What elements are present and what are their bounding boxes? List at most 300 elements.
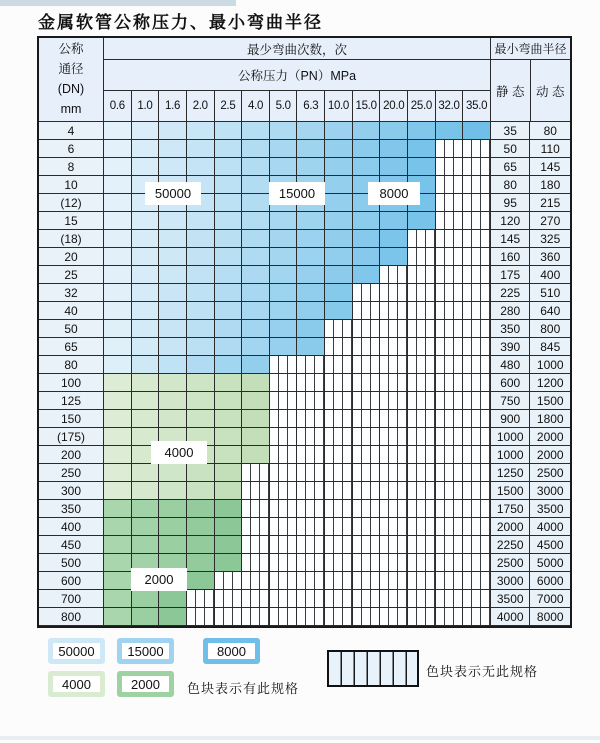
- spec-available-cell: [325, 194, 353, 212]
- no-spec-cell: [436, 266, 464, 284]
- spec-available-cell: [215, 194, 243, 212]
- no-spec-cell: [463, 194, 491, 212]
- no-spec-cell: [436, 482, 464, 500]
- no-spec-cell: [297, 572, 325, 590]
- spec-available-cell: [215, 446, 243, 464]
- spec-available-cell: [242, 158, 270, 176]
- dn-cell: 32: [39, 284, 104, 302]
- no-spec-cell: [463, 500, 491, 518]
- spec-available-cell: [187, 536, 215, 554]
- no-spec-cell: [242, 536, 270, 554]
- spec-available-cell: [353, 248, 381, 266]
- no-spec-cell: [408, 410, 436, 428]
- spec-available-cell: [215, 176, 243, 194]
- no-spec-cell: [436, 356, 464, 374]
- static-radius-cell: 3000: [491, 572, 531, 590]
- no-spec-cell: [270, 608, 298, 626]
- dn-cell: 300: [39, 482, 104, 500]
- spec-available-cell: [380, 248, 408, 266]
- static-radius-cell: 1000: [491, 428, 531, 446]
- spec-available-cell: [159, 482, 187, 500]
- spec-available-cell: [187, 140, 215, 158]
- static-radius-cell: 2500: [491, 554, 531, 572]
- dn-cell: 200: [39, 446, 104, 464]
- spec-available-cell: [242, 266, 270, 284]
- dn-cell: 150: [39, 410, 104, 428]
- pressure-col-header: 35.0: [463, 91, 491, 122]
- no-spec-cell: [325, 338, 353, 356]
- spec-available-cell: [187, 482, 215, 500]
- pressure-col-header: 0.6: [104, 91, 132, 122]
- no-spec-cell: [408, 248, 436, 266]
- no-spec-cell: [242, 572, 270, 590]
- no-spec-cell: [408, 320, 436, 338]
- no-spec-cell: [270, 572, 298, 590]
- dynamic-radius-cell: 4000: [530, 518, 570, 536]
- spec-available-cell: [408, 212, 436, 230]
- dn-cell: 10: [39, 176, 104, 194]
- no-spec-cell: [297, 518, 325, 536]
- radius-header-block: [491, 38, 570, 122]
- spec-available-cell: [132, 140, 160, 158]
- no-spec-cell: [436, 374, 464, 392]
- spec-available-cell: [159, 320, 187, 338]
- dynamic-radius-cell: 80: [530, 122, 570, 140]
- no-spec-cell: [297, 590, 325, 608]
- no-spec-cell: [353, 392, 381, 410]
- dn-header-line: 公称: [58, 42, 84, 57]
- pressure-col-header: 4.0: [242, 91, 270, 122]
- dynamic-radius-cell: 2500: [530, 464, 570, 482]
- no-spec-cell: [270, 464, 298, 482]
- spec-available-cell: [104, 446, 132, 464]
- spec-available-cell: [104, 176, 132, 194]
- table-row-dn-8: [39, 158, 570, 176]
- no-spec-cell: [215, 572, 243, 590]
- no-spec-cell: [297, 482, 325, 500]
- static-radius-cell: 160: [491, 248, 531, 266]
- spec-available-cell: [270, 248, 298, 266]
- dn-cell: (18): [39, 230, 104, 248]
- no-spec-cell: [463, 482, 491, 500]
- spec-available-cell: [215, 302, 243, 320]
- spec-available-cell: [159, 248, 187, 266]
- spec-available-cell: [270, 266, 298, 284]
- spec-available-cell: [159, 212, 187, 230]
- dynamic-radius-cell: 325: [530, 230, 570, 248]
- no-spec-cell: [436, 428, 464, 446]
- legend-has-spec-text: 色块表示有此规格: [187, 681, 300, 696]
- no-spec-cell: [353, 518, 381, 536]
- no-spec-cell: [408, 374, 436, 392]
- spec-available-cell: [132, 302, 160, 320]
- spec-available-cell: [159, 158, 187, 176]
- dynamic-radius-cell: 5000: [530, 554, 570, 572]
- spec-available-cell: [270, 302, 298, 320]
- spec-available-cell: [187, 410, 215, 428]
- spec-available-cell: [187, 500, 215, 518]
- no-spec-cell: [380, 536, 408, 554]
- spec-available-cell: [132, 392, 160, 410]
- no-spec-cell: [436, 248, 464, 266]
- table-row-dn-350: [39, 500, 570, 518]
- spec-available-cell: [325, 230, 353, 248]
- no-spec-cell: [380, 500, 408, 518]
- table-header: [39, 38, 570, 122]
- no-spec-cell: [463, 266, 491, 284]
- spec-available-cell: [242, 302, 270, 320]
- dynamic-radius-cell: 4500: [530, 536, 570, 554]
- no-spec-cell: [325, 608, 353, 626]
- static-radius-cell: 350: [491, 320, 531, 338]
- no-spec-cell: [463, 176, 491, 194]
- no-spec-cell: [187, 590, 215, 608]
- no-spec-cell: [436, 140, 464, 158]
- no-spec-cell: [408, 590, 436, 608]
- no-spec-cell: [353, 284, 381, 302]
- table-row-dn-175: [39, 428, 570, 446]
- table-row-dn-80: [39, 356, 570, 374]
- spec-available-cell: [242, 356, 270, 374]
- spec-available-cell: [104, 122, 132, 140]
- spec-available-cell: [270, 284, 298, 302]
- no-spec-cell: [463, 518, 491, 536]
- legend-no-spec-text: 色块表示无此规格: [426, 664, 539, 679]
- no-spec-cell: [436, 194, 464, 212]
- spec-available-cell: [215, 212, 243, 230]
- static-radius-cell: 900: [491, 410, 531, 428]
- no-spec-cell: [380, 374, 408, 392]
- no-spec-cell: [380, 302, 408, 320]
- spec-available-cell: [159, 410, 187, 428]
- dn-cell: 4: [39, 122, 104, 140]
- static-radius-cell: 1000: [491, 446, 531, 464]
- spec-available-cell: [215, 428, 243, 446]
- dn-header-line: (DN): [57, 81, 85, 96]
- static-radius-cell: 50: [491, 140, 531, 158]
- legend-swatch-8000: 8000: [203, 638, 260, 664]
- no-spec-cell: [436, 320, 464, 338]
- spec-available-cell: [132, 374, 160, 392]
- table-row-dn-100: [39, 374, 570, 392]
- no-spec-cell: [436, 230, 464, 248]
- spec-available-cell: [353, 230, 381, 248]
- spec-available-cell: [132, 464, 160, 482]
- dynamic-radius-cell: 6000: [530, 572, 570, 590]
- no-spec-cell: [380, 590, 408, 608]
- no-spec-cell: [463, 284, 491, 302]
- spec-available-cell: [187, 320, 215, 338]
- dn-cell: (175): [39, 428, 104, 446]
- no-spec-cell: [436, 392, 464, 410]
- header-right: [104, 38, 570, 122]
- no-spec-cell: [270, 500, 298, 518]
- no-spec-cell: [463, 536, 491, 554]
- static-radius-cell: 4000: [491, 608, 531, 626]
- no-spec-cell: [353, 464, 381, 482]
- table-row-dn-65: [39, 338, 570, 356]
- no-spec-cell: [353, 374, 381, 392]
- no-spec-cell: [408, 428, 436, 446]
- no-spec-cell: [436, 284, 464, 302]
- spec-available-cell: [215, 140, 243, 158]
- no-spec-cell: [325, 536, 353, 554]
- dynamic-radius-cell: 2000: [530, 428, 570, 446]
- spec-available-cell: [104, 590, 132, 608]
- dynamic-radius-cell: 7000: [530, 590, 570, 608]
- no-spec-cell: [463, 248, 491, 266]
- no-spec-cell: [463, 320, 491, 338]
- no-spec-cell: [380, 320, 408, 338]
- dn-cell: 450: [39, 536, 104, 554]
- no-spec-cell: [380, 482, 408, 500]
- no-spec-cell: [380, 608, 408, 626]
- spec-available-cell: [187, 122, 215, 140]
- no-spec-cell: [436, 536, 464, 554]
- no-spec-cell: [215, 590, 243, 608]
- spec-available-cell: [132, 230, 160, 248]
- dynamic-header: 动 态: [531, 60, 571, 122]
- no-spec-cell: [325, 428, 353, 446]
- spec-available-cell: [242, 374, 270, 392]
- no-spec-cell: [408, 356, 436, 374]
- no-spec-cell: [380, 572, 408, 590]
- spec-available-cell: [297, 302, 325, 320]
- spec-available-cell: [270, 140, 298, 158]
- dn-header-line: mm: [60, 101, 82, 116]
- dn-column-header: [39, 38, 104, 122]
- spec-available-cell: [408, 122, 436, 140]
- spec-available-cell: [242, 122, 270, 140]
- spec-available-cell: [132, 536, 160, 554]
- no-spec-cell: [463, 230, 491, 248]
- pressure-col-header: 32.0: [436, 91, 464, 122]
- spec-available-cell: [159, 500, 187, 518]
- no-spec-cell: [187, 608, 215, 626]
- no-spec-cell: [353, 356, 381, 374]
- spec-available-cell: [104, 554, 132, 572]
- zone-label-15000: 15000: [269, 182, 325, 205]
- no-spec-cell: [436, 446, 464, 464]
- spec-available-cell: [215, 392, 243, 410]
- static-radius-cell: 1750: [491, 500, 531, 518]
- no-spec-cell: [380, 338, 408, 356]
- spec-available-cell: [215, 284, 243, 302]
- no-spec-cell: [242, 500, 270, 518]
- no-spec-cell: [380, 428, 408, 446]
- spec-available-cell: [132, 482, 160, 500]
- no-spec-cell: [436, 500, 464, 518]
- no-spec-cell: [325, 446, 353, 464]
- table-row-dn-32: [39, 284, 570, 302]
- spec-available-cell: [187, 266, 215, 284]
- spec-available-cell: [325, 266, 353, 284]
- spec-available-cell: [104, 392, 132, 410]
- spec-available-cell: [159, 230, 187, 248]
- dn-cell: 25: [39, 266, 104, 284]
- no-spec-cell: [380, 266, 408, 284]
- no-spec-cell: [463, 608, 491, 626]
- no-spec-cell: [297, 410, 325, 428]
- no-spec-cell: [353, 338, 381, 356]
- spec-available-cell: [187, 212, 215, 230]
- spec-available-cell: [187, 302, 215, 320]
- dn-cell: 40: [39, 302, 104, 320]
- no-spec-cell: [463, 140, 491, 158]
- no-spec-cell: [270, 356, 298, 374]
- spec-available-cell: [159, 374, 187, 392]
- no-spec-cell: [297, 374, 325, 392]
- dynamic-radius-cell: 270: [530, 212, 570, 230]
- static-radius-cell: 225: [491, 284, 531, 302]
- no-spec-cell: [242, 608, 270, 626]
- spec-available-cell: [270, 230, 298, 248]
- spec-available-cell: [242, 212, 270, 230]
- spec-available-cell: [104, 482, 132, 500]
- dynamic-radius-cell: 215: [530, 194, 570, 212]
- spec-available-cell: [132, 410, 160, 428]
- static-radius-cell: 480: [491, 356, 531, 374]
- pressure-col-header: 15.0: [353, 91, 381, 122]
- no-spec-cell: [436, 572, 464, 590]
- no-spec-cell: [436, 176, 464, 194]
- spec-available-cell: [215, 248, 243, 266]
- no-spec-cell: [297, 464, 325, 482]
- no-spec-cell: [297, 392, 325, 410]
- no-spec-cell: [297, 500, 325, 518]
- spec-available-cell: [159, 140, 187, 158]
- no-spec-cell: [325, 320, 353, 338]
- spec-available-cell: [132, 518, 160, 536]
- spec-available-cell: [104, 320, 132, 338]
- spec-available-cell: [297, 212, 325, 230]
- spec-available-cell: [132, 212, 160, 230]
- dynamic-radius-cell: 1800: [530, 410, 570, 428]
- spec-available-cell: [187, 158, 215, 176]
- spec-available-cell: [215, 266, 243, 284]
- spec-available-cell: [325, 140, 353, 158]
- legend-no-spec-swatch: [327, 650, 419, 687]
- spec-available-cell: [242, 140, 270, 158]
- spec-available-cell: [353, 266, 381, 284]
- spec-available-cell: [132, 266, 160, 284]
- no-spec-cell: [353, 608, 381, 626]
- spec-available-cell: [270, 338, 298, 356]
- spec-available-cell: [132, 284, 160, 302]
- bend-cycles-header: 最少弯曲次数，次: [104, 38, 491, 60]
- static-radius-cell: 1500: [491, 482, 531, 500]
- spec-available-cell: [242, 284, 270, 302]
- spec-available-cell: [187, 356, 215, 374]
- table-row-dn-150: [39, 410, 570, 428]
- spec-available-cell: [159, 518, 187, 536]
- spec-available-cell: [215, 122, 243, 140]
- no-spec-cell: [270, 410, 298, 428]
- dynamic-radius-cell: 1500: [530, 392, 570, 410]
- static-header: 静 态: [491, 60, 531, 122]
- no-spec-cell: [408, 572, 436, 590]
- dynamic-radius-cell: 1000: [530, 356, 570, 374]
- static-radius-cell: 175: [491, 266, 531, 284]
- no-spec-cell: [325, 482, 353, 500]
- no-spec-cell: [436, 158, 464, 176]
- dn-cell: 350: [39, 500, 104, 518]
- spec-available-cell: [408, 140, 436, 158]
- no-spec-cell: [463, 302, 491, 320]
- no-spec-cell: [436, 554, 464, 572]
- table-row-dn-800: [39, 608, 570, 626]
- dn-cell: 500: [39, 554, 104, 572]
- no-spec-cell: [270, 590, 298, 608]
- spec-available-cell: [159, 338, 187, 356]
- pressure-col-header: 1.0: [132, 91, 160, 122]
- spec-available-cell: [270, 122, 298, 140]
- dynamic-radius-cell: 800: [530, 320, 570, 338]
- spec-available-cell: [104, 464, 132, 482]
- dynamic-radius-cell: 1200: [530, 374, 570, 392]
- no-spec-cell: [463, 212, 491, 230]
- no-spec-cell: [325, 410, 353, 428]
- spec-available-cell: [463, 122, 491, 140]
- spec-available-cell: [242, 428, 270, 446]
- spec-available-cell: [297, 230, 325, 248]
- spec-available-cell: [187, 338, 215, 356]
- table-row-dn-6: [39, 140, 570, 158]
- static-radius-cell: 65: [491, 158, 531, 176]
- dn-cell: 400: [39, 518, 104, 536]
- no-spec-cell: [380, 518, 408, 536]
- spec-available-cell: [242, 248, 270, 266]
- spec-available-cell: [215, 338, 243, 356]
- table-row-dn-600: [39, 572, 570, 590]
- zone-label-50000: 50000: [145, 182, 201, 205]
- static-radius-cell: 80: [491, 176, 531, 194]
- no-spec-cell: [380, 392, 408, 410]
- dn-cell: 65: [39, 338, 104, 356]
- no-spec-cell: [325, 392, 353, 410]
- no-spec-cell: [325, 518, 353, 536]
- no-spec-cell: [297, 536, 325, 554]
- no-spec-cell: [325, 554, 353, 572]
- dynamic-radius-cell: 510: [530, 284, 570, 302]
- no-spec-cell: [463, 464, 491, 482]
- spec-available-cell: [159, 284, 187, 302]
- page-title: 金属软管公称压力、最小弯曲半径: [38, 13, 323, 33]
- spec-available-cell: [104, 356, 132, 374]
- table-row-dn-250: [39, 464, 570, 482]
- nominal-pressure-header: 公称压力（PN）MPa: [104, 60, 491, 91]
- static-radius-cell: 600: [491, 374, 531, 392]
- spec-available-cell: [104, 140, 132, 158]
- no-spec-cell: [408, 608, 436, 626]
- dn-cell: 125: [39, 392, 104, 410]
- table-row-dn-25: [39, 266, 570, 284]
- pressure-col-header: 20.0: [380, 91, 408, 122]
- static-radius-cell: 1250: [491, 464, 531, 482]
- spec-table: [37, 36, 572, 628]
- static-radius-cell: 145: [491, 230, 531, 248]
- spec-available-cell: [187, 374, 215, 392]
- table-row-dn-20: [39, 248, 570, 266]
- dn-cell: 8: [39, 158, 104, 176]
- legend-swatch-50000: 50000: [48, 638, 105, 664]
- spec-available-cell: [380, 212, 408, 230]
- no-spec-cell: [270, 518, 298, 536]
- no-spec-cell: [215, 608, 243, 626]
- no-spec-cell: [463, 590, 491, 608]
- dn-cell: 20: [39, 248, 104, 266]
- spec-available-cell: [159, 590, 187, 608]
